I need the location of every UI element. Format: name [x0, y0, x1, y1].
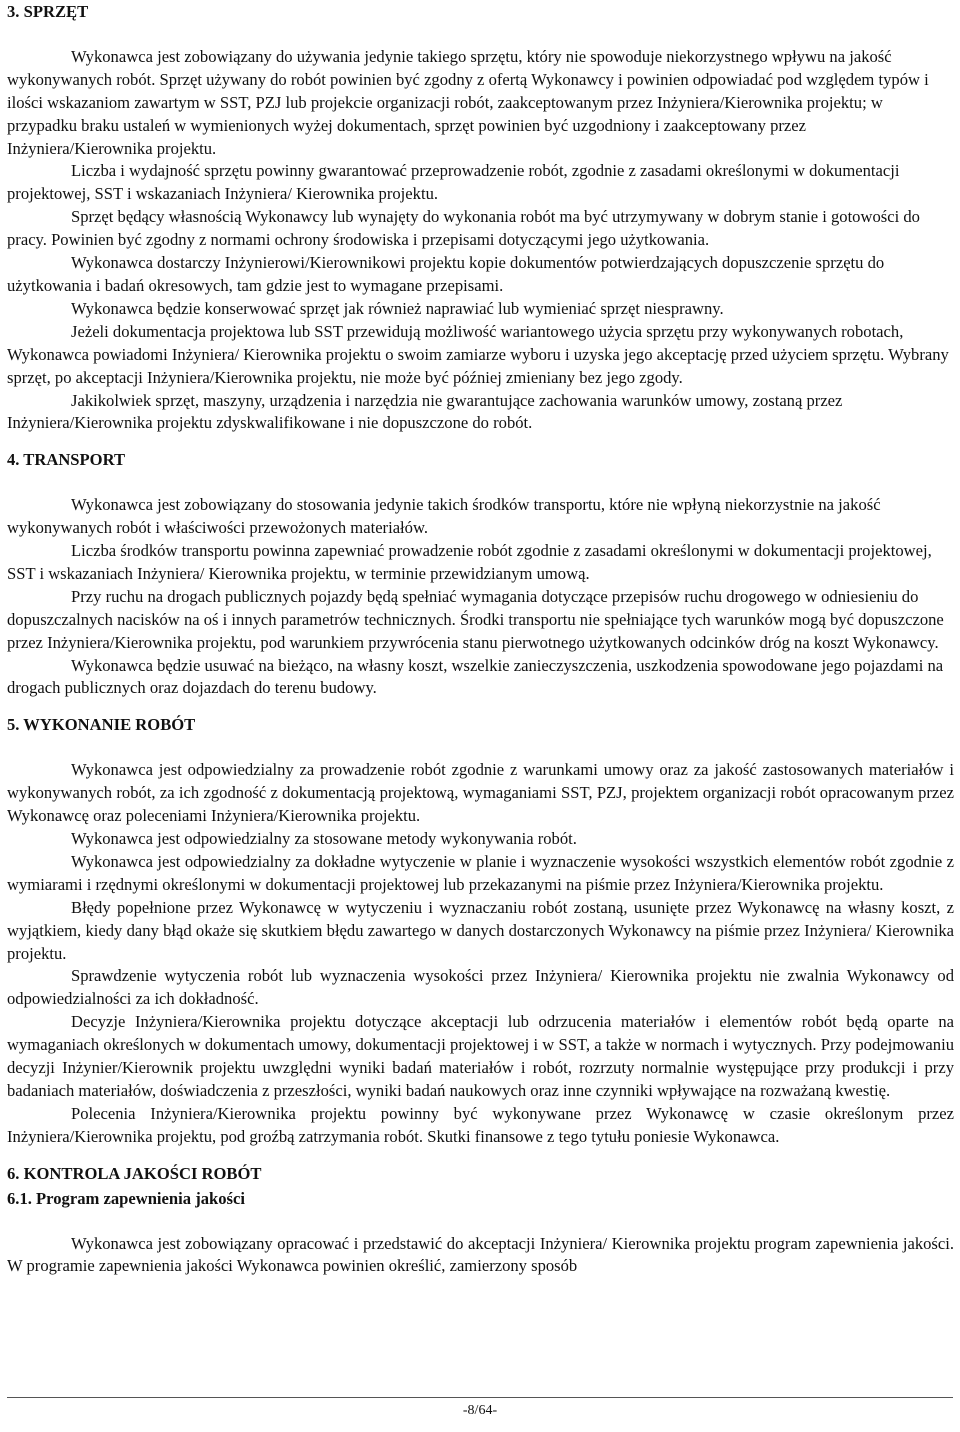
- section-heading-kontrola-jakosci: 6. KONTROLA JAKOŚCI ROBÓT: [7, 1163, 262, 1183]
- paragraph: Wykonawca jest odpowiedzialny za stosowane metody wykonywania robót.: [71, 829, 577, 848]
- paragraph: Wykonawca dostarczy Inżynierowi/Kierownikowi projektu kopie dokumentów potwierdzających dopuszczenie sprzętu do użytkowania i badań okresowych, tam gdzie jest to wymagane przepisami.: [7, 253, 885, 295]
- paragraph: Wykonawca będzie usuwać na bieżąco, na własny koszt, wszelkie zanieczyszczenia, uszkodzenia spowodowane jego pojazdami na drogach publicznych oraz dojazdach do terenu budowy.: [7, 655, 944, 698]
- subsection-heading-program-zapewnienia-jakosci: 6.1. Program zapewnienia jakości: [7, 1188, 245, 1208]
- paragraph: Liczba i wydajność sprzętu powinny gwarantować przeprowadzenie robót, zgodnie z zasadami określonymi w dokumentacji projektowej, SST i wskazaniach Inżyniera/ Kierownika projektu.: [7, 161, 900, 204]
- paragraph: Błędy popełnione przez Wykonawcę w wytyczeniu i wyznaczaniu robót zostaną, usunięte przez Wykonawcę na własny koszt, z wyjątkiem, kiedy dany błąd okaże się skutkiem błędu zawartego w danych dostarczonych Wykonawcy na piśmie przez Inżyniera/ Kierownika projektu.: [7, 897, 954, 963]
- paragraph: Sprawdzenie wytyczenia robót lub wyznaczenia wysokości przez Inżyniera/ Kierownika projektu nie zwalnia Wykonawcy od odpowiedzialności za ich dokładność.: [7, 966, 954, 1009]
- paragraph: Wykonawca będzie konserwować sprzęt jak również naprawiać lub wymieniać sprzęt niesprawny.: [71, 298, 724, 318]
- paragraph: Decyzje Inżyniera/Kierownika projektu dotyczące akceptacji lub odrzucenia materiałów i elementów robót będą oparte na wymaganiach określonych w dokumentach umowy, dokumentacji projektowej i w SST, a także w normach i wytycznych. Przy podejmowaniu decyzji Inżynier/Kierownik projektu uwzględni wyniki badań materiałów i robót, rozrzuty normalnie występujące przy produkcji i przy badaniach materiałów, doświadczenia z przeszłości, wyniki badań naukowych oraz inne czynniki wpływające na rozważaną kwestię.: [7, 1012, 954, 1100]
- paragraph: Wykonawca jest zobowiązany do stosowania jedynie takich środków transportu, które nie wpłyną niekorzystnie na jakość wykonywanych robót i właściwości przewożonych materiałów.: [7, 495, 881, 538]
- section-heading-transport: 4. TRANSPORT: [7, 450, 126, 470]
- document-body: [7, 0, 954, 1278]
- paragraph: Wykonawca jest zobowiązany do używania jedynie takiego sprzętu, który nie spowoduje niekorzystnego wpływu na jakość wykonywanych robót. Sprzęt używany do robót powinien być zgodny z ofertą Wykonawcy i powinien odpowiadać pod względem typów i ilości wskazaniom zawartym w SST, PZJ lub projekcie organizacji robót, zaakceptowanym przez Inżyniera/Kierownika projektu; w przypadku braku ustaleń w wymienionych wyżej dokumentach, sprzęt powinien być uzgodniony i zaakceptowany przez Inżyniera/Kierownika projektu.: [7, 46, 929, 158]
- paragraph: Jeżeli dokumentacja projektowa lub SST przewidują możliwość wariantowego użycia sprzętu przy wykonywanych robotach, Wykonawca powiadomi Inżyniera/ Kierownika projektu o swoim zamiarze wyboru i uzyska jego akceptację przed użyciem sprzętu. Wybrany sprzęt, po akceptacji Inżyniera/Kierownika projektu, nie może być później zmieniany bez jego zgody.: [7, 321, 949, 387]
- section-heading-wykonanie-robot: 5. WYKONANIE ROBÓT: [7, 715, 196, 735]
- paragraph: Wykonawca jest odpowiedzialny za prowadzenie robót zgodnie z warunkami umowy oraz za jakość zastosowanych materiałów i wykonywanych robót, za ich zgodność z dokumentacją projektową, wymaganiami SST, PZJ, projektem organizacji robót opracowanym przez Wykonawcę oraz poleceniami Inżyniera/Kierownika projektu.: [7, 760, 954, 826]
- paragraph: Przy ruchu na drogach publicznych pojazdy będą spełniać wymagania dotyczące przepisów ruchu drogowego w odniesieniu do dopuszczalnych nacisków na oś i innych parametrów technicznych. Środki transportu nie spełniające tych warunków mogą być dopuszczone przez Inżyniera/Kierownika projektu, pod warunkiem przywrócenia stanu pierwotnego użytkowanych odcinków dróg na koszt Wykonawcy.: [7, 586, 944, 652]
- footer-divider: [7, 1397, 953, 1398]
- paragraph: Liczba środków transportu powinna zapewniać prowadzenie robót zgodnie z zasadami określonymi w dokumentacji projektowej, SST i wskazaniach Inżyniera/ Kierownika projektu, w terminie przewidzianym umową.: [7, 541, 932, 583]
- paragraph: Jakikolwiek sprzęt, maszyny, urządzenia i narzędzia nie gwarantujące zachowania warunków umowy, zostaną przez Inżyniera/Kierownika projektu zdyskwalifikowane i nie dopuszczone do robót.: [7, 390, 843, 433]
- paragraph: Wykonawca jest odpowiedzialny za dokładne wytyczenie w planie i wyznaczenie wysokości wszystkich elementów robót zgodnie z wymiarami i rzędnymi określonymi w dokumentacji projektowej lub przekazanymi na piśmie przez Inżyniera/Kierownika projektu.: [7, 851, 954, 894]
- paragraph: Polecenia Inżyniera/Kierownika projektu powinny być wykonywane przez Wykonawcę w czasie określonym przez Inżyniera/Kierownika projektu, pod groźbą zatrzymania robót. Skutki finansowe z tego tytułu poniesie Wykonawca.: [7, 1103, 954, 1146]
- paragraph: Wykonawca jest zobowiązany opracować i przedstawić do akceptacji Inżyniera/ Kierownika projektu program zapewnienia jakości. W programie zapewnienia jakości Wykonawca powinien określić, zamierzony sposób: [7, 1233, 954, 1276]
- paragraph: Sprzęt będący własnością Wykonawcy lub wynajęty do wykonania robót ma być utrzymywany w dobrym stanie i gotowości do pracy. Powinien być zgodny z normami ochrony środowiska i przepisami dotyczącymi jego użytkowania.: [7, 207, 920, 250]
- page-number: -8/64-: [462, 1403, 498, 1418]
- section-heading-sprzet: 3. SPRZĘT: [7, 2, 89, 21]
